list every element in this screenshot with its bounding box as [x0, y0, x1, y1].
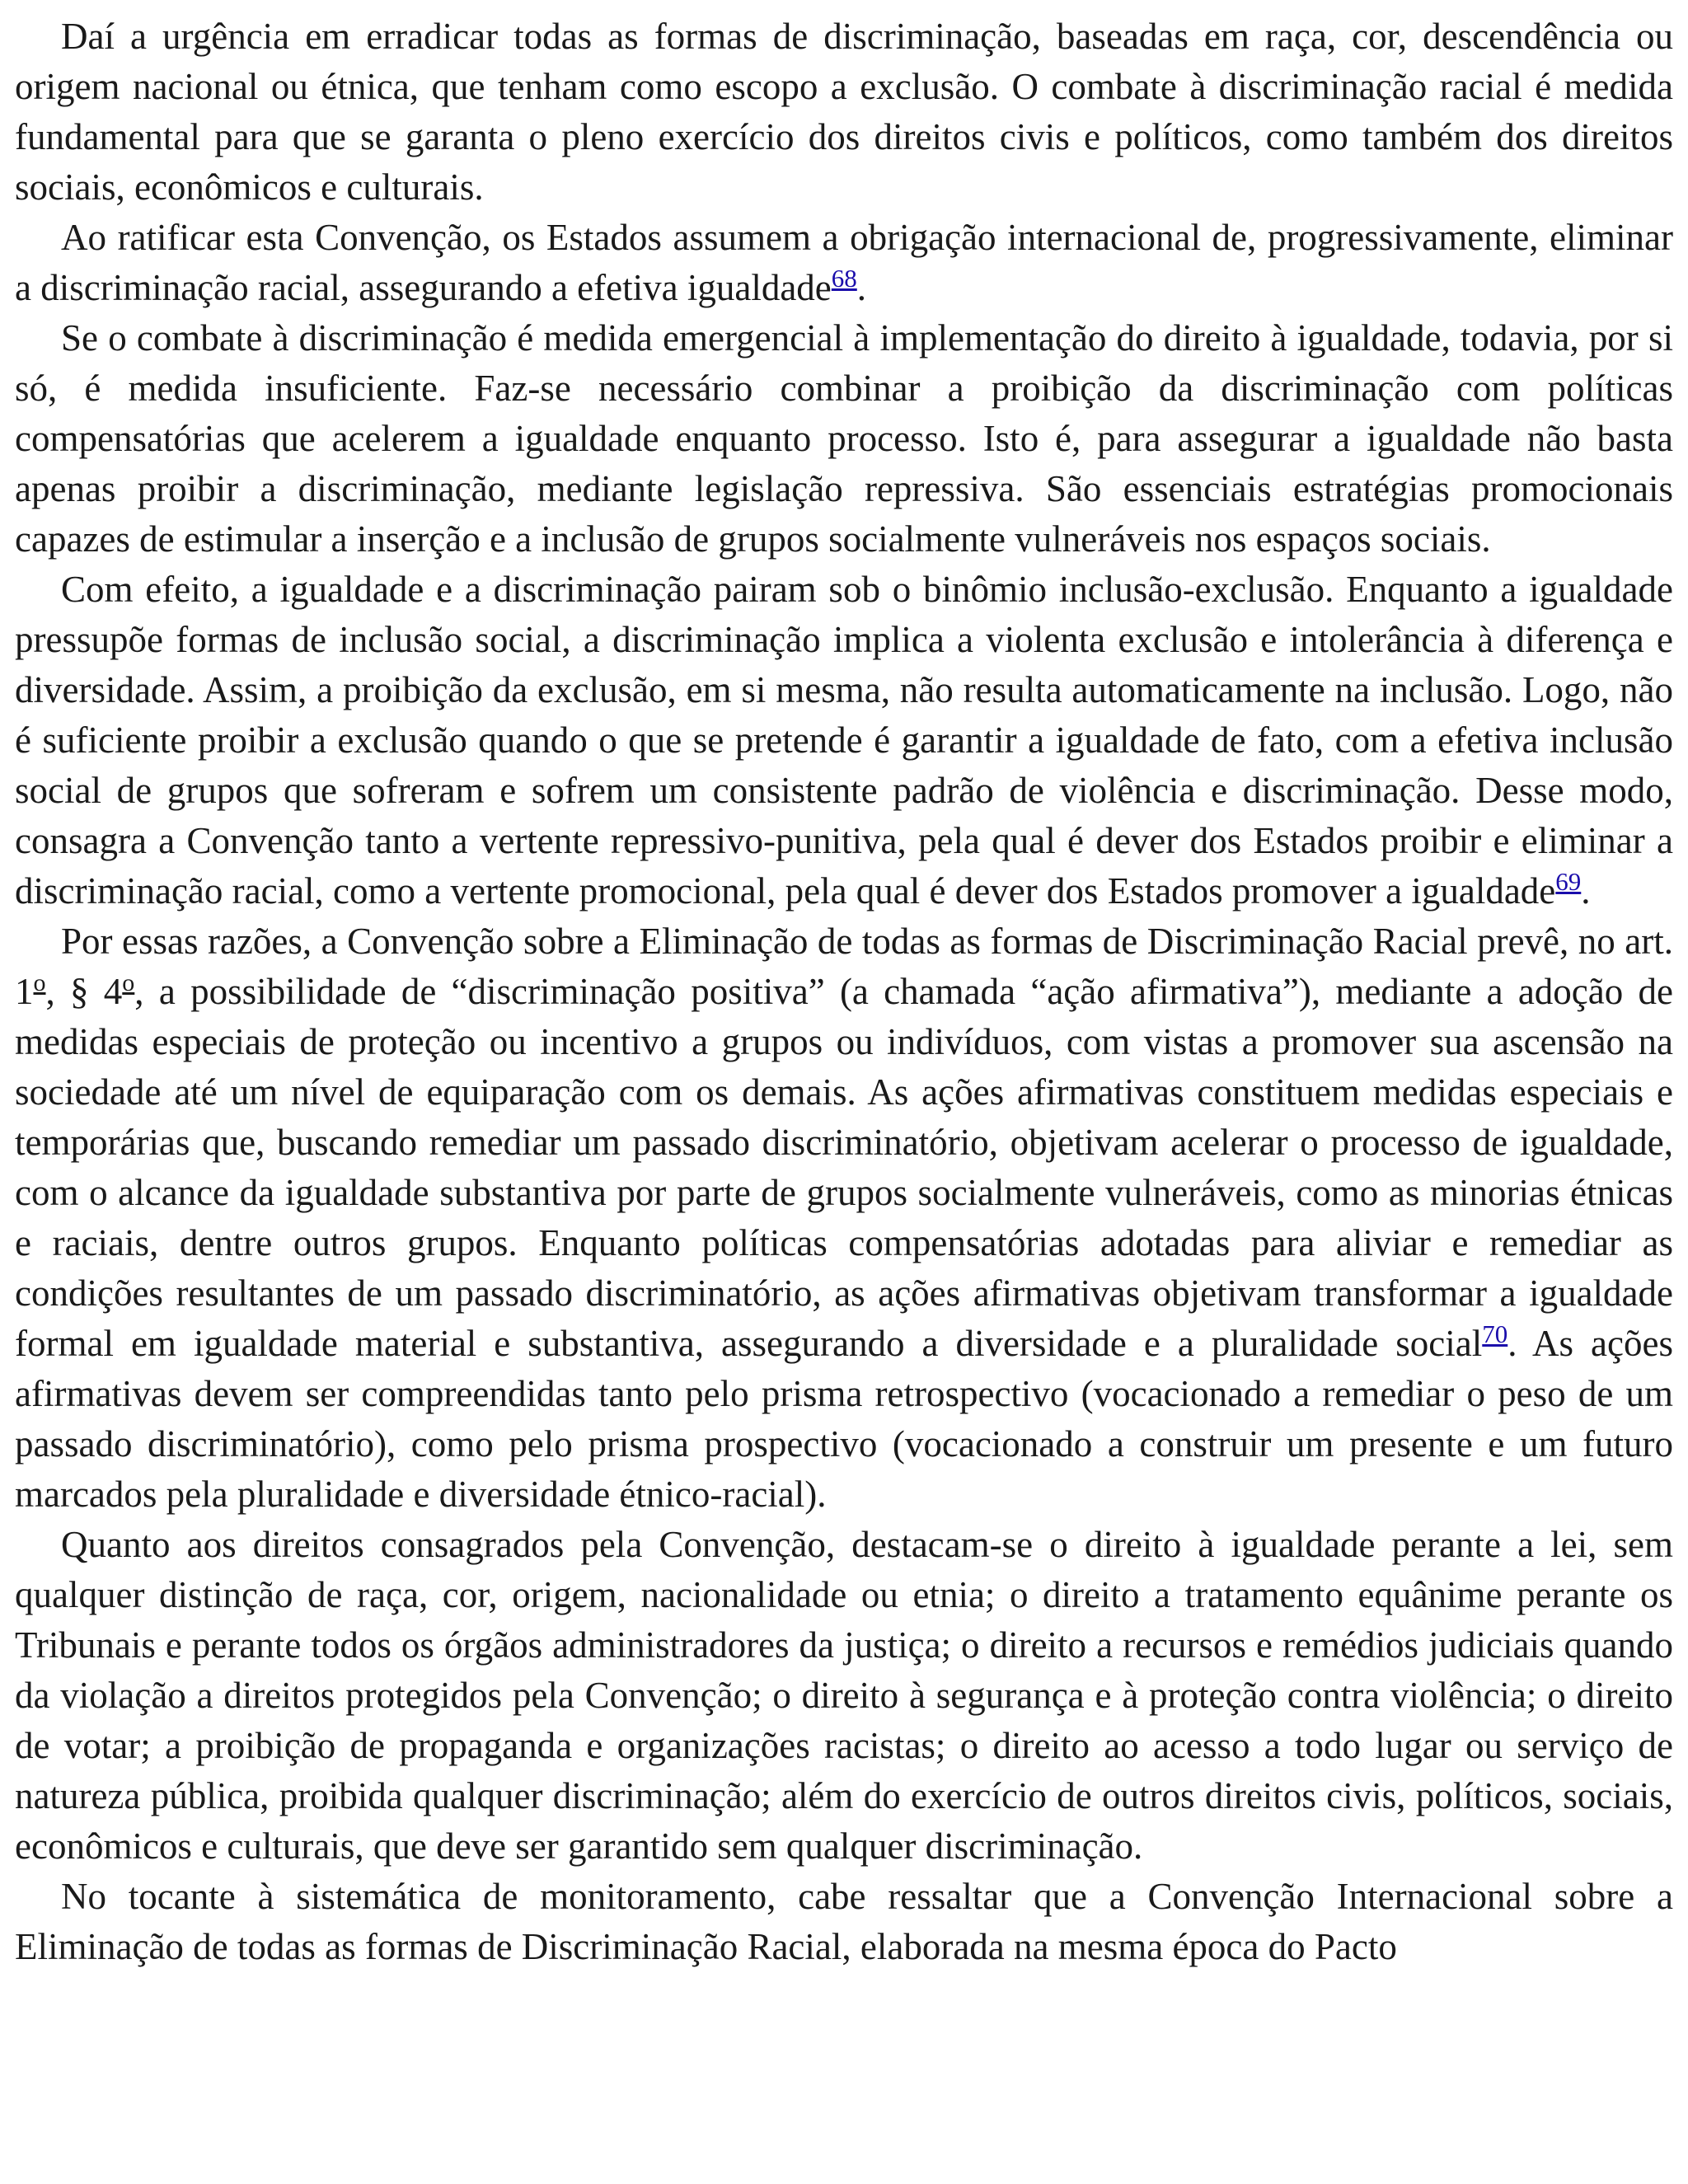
footnote-link-68[interactable]: 68 [831, 264, 857, 293]
document-page [15, 12, 1673, 1972]
paragraph [15, 213, 1673, 313]
paragraph-text: No tocante à sistemática de monitoramento, cabe ressaltar que a Convenção Internacional sobre a Eliminação de todas as formas de Discriminação Racial, elaborada na mesma época do Pacto [15, 1876, 1673, 1967]
paragraph-text: . [1581, 870, 1591, 912]
paragraph-text: Ao ratificar esta Convenção, os Estados assumem a obrigação internacional de, progressivamente, eliminar a discriminação racial, assegurando a efetiva igualdade [15, 217, 1673, 308]
paragraph-text: Com efeito, a igualdade e a discriminação pairam sob o binômio inclusão-exclusão. Enquanto a igualdade pressupõe formas de inclusão social, a discriminação implica a violenta exclusão e intolerância à diferença e diversidade. Assim, a proibição da exclusão, em si mesma, não resulta automaticamente na inclusão. Logo, não é suficiente proibir a exclusão quando o que se pretende é garantir a igualdade de fato, com a efetiva inclusão social de grupos que sofreram e sofrem um consistente padrão de violência e discriminação. Desse modo, consagra a Convenção tanto a vertente repressivo-punitiva, pela qual é dever dos Estados proibir e eliminar a discriminação racial, como a vertente promocional, pela qual é dever dos Estados promover a igualdade [15, 569, 1673, 912]
paragraph [15, 313, 1673, 565]
footnote-link-70[interactable]: 70 [1482, 1319, 1508, 1348]
paragraph-text: . [856, 267, 867, 308]
footnote-link-69[interactable]: 69 [1555, 867, 1582, 896]
paragraph [15, 12, 1673, 213]
paragraph [15, 1872, 1673, 1972]
ordinal-indicator: o [122, 969, 135, 996]
paragraph-text: Se o combate à discriminação é medida emergencial à implementação do direito à igualdade, todavia, por si só, é medida insuficiente. Faz-se necessário combinar a proibição da discriminação com políticas compensatórias que acelerem a igualdade enquanto processo. Isto é, para assegurar a igualdade não basta apenas proibir a discriminação, mediante legislação repressiva. São essenciais estratégias promocionais capazes de estimular a inserção e a inclusão de grupos socialmente vulneráveis nos espaços sociais. [15, 317, 1673, 560]
paragraph-text: , § 4 [45, 971, 123, 1012]
paragraph-text: . As ações afirmativas devem ser compreendidas tanto pelo prisma retrospectivo (vocacionado a remediar o peso de um passado discriminatório), como pelo prisma prospectivo (vocacionado a construir um presente e um futuro marcados pela pluralidade e diversidade étnico-racial). [15, 1323, 1673, 1515]
paragraph [15, 565, 1673, 916]
paragraph-text: Quanto aos direitos consagrados pela Convenção, destacam-se o direito à igualdade perante a lei, sem qualquer distinção de raça, cor, origem, nacionalidade ou etnia; o direito a tratamento equânime perante os Tribunais e perante todos os órgãos administradores da justiça; o direito a recursos e remédios judiciais quando da violação a direitos protegidos pela Convenção; o direito à segurança e à proteção contra violência; o direito de votar; a proibição de propaganda e organizações racistas; o direito ao acesso a todo lugar ou serviço de natureza pública, proibida qualquer discriminação; além do exercício de outros direitos civis, políticos, sociais, econômicos e culturais, que deve ser garantido sem qualquer discriminação. [15, 1524, 1673, 1867]
paragraph [15, 1520, 1673, 1872]
paragraph-text: Por essas razões, a Convenção sobre a Eliminação de todas as formas de Discriminação Racial prevê, no art. 1 [15, 921, 1673, 1012]
paragraph-text: , a possibilidade de “discriminação positiva” (a chamada “ação afirmativa”), mediante a adoção de medidas especiais de proteção ou incentivo a grupos ou indivíduos, com vistas a promover sua ascensão na sociedade até um nível de equiparação com os demais. As ações afirmativas constituem medidas especiais e temporárias que, buscando remediar um passado discriminatório, objetivam acelerar o processo de igualdade, com o alcance da igualdade substantiva por parte de grupos socialmente vulneráveis, como as minorias étnicas e raciais, dentre outros grupos. Enquanto políticas compensatórias adotadas para aliviar e remediar as condições resultantes de um passado discriminatório, as ações afirmativas objetivam transformar a igualdade formal em igualdade material e substantiva, assegurando a diversidade e a pluralidade social [15, 971, 1673, 1364]
ordinal-indicator: o [33, 969, 46, 996]
paragraph-text: Daí a urgência em erradicar todas as formas de discriminação, baseadas em raça, cor, descendência ou origem nacional ou étnica, que tenham como escopo a exclusão. O combate à discriminação racial é medida fundamental para que se garanta o pleno exercício dos direitos civis e políticos, como também dos direitos sociais, econômicos e culturais. [15, 16, 1673, 208]
paragraph [15, 916, 1673, 1520]
